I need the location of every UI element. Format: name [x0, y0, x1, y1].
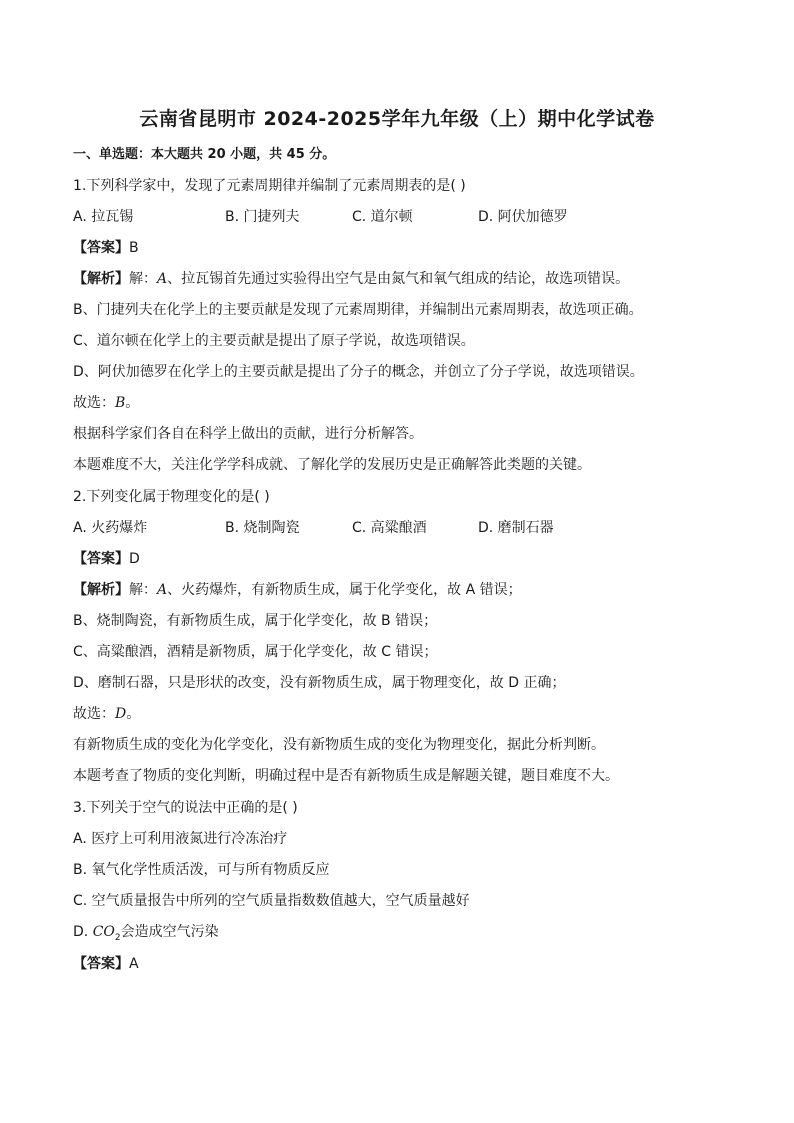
answer-value: B [129, 240, 139, 256]
choose-letter: D [115, 706, 127, 722]
co2-formula: CO [92, 924, 115, 940]
section-heading: 一、单选题：本大题共 20 小题，共 45 分。 [73, 147, 336, 162]
option-d-rest: 会造成空气污染 [120, 924, 219, 940]
q2-analysis-c: C、高粱酿酒，酒精是新物质，属于化学变化，故 C 错误； [73, 644, 438, 660]
q2-analysis [73, 581, 522, 599]
q1-option-d: D. 阿伏加德罗 [478, 209, 568, 225]
co2-subscript: 2 [114, 932, 121, 943]
analysis-head: 解： [129, 271, 157, 287]
analysis-head: 解： [129, 582, 157, 598]
choose-label: 故选： [73, 395, 115, 411]
analysis-letter: A [157, 582, 168, 598]
q3-answer [73, 955, 139, 973]
q1-answer [73, 239, 139, 257]
q1-analysis [73, 270, 629, 288]
q1-option-b: B. 门捷列夫 [225, 209, 300, 225]
choose-end: 。 [125, 395, 140, 411]
analysis-tag: 【解析】 [73, 582, 129, 598]
q1-option-a: A. 拉瓦锡 [73, 209, 134, 225]
answer-tag: 【答案】 [73, 956, 129, 972]
q3-option-b: B. 氧气化学性质活泼，可与所有物质反应 [73, 862, 330, 878]
q1-stem: 1.下列科学家中，发现了元素周期律并编制了元素周期表的是( ) [73, 178, 466, 194]
choose-label: 故选： [73, 706, 115, 722]
q3-option-a: A. 医疗上可利用液氮进行冷冻治疗 [73, 831, 288, 847]
q3-stem: 3.下列关于空气的说法中正确的是( ) [73, 800, 298, 816]
analysis-letter: A [157, 271, 168, 287]
q1-choose [73, 394, 139, 412]
q2-option-c: C. 高粱酿酒 [352, 520, 427, 536]
q1-option-c: C. 道尔顿 [352, 209, 413, 225]
choose-letter: B [115, 395, 126, 411]
q3-option-d [73, 923, 219, 947]
q1-analysis-c: C、道尔顿在化学上的主要贡献是提出了原子学说，故选项错误。 [73, 333, 475, 349]
q2-option-d: D. 磨制石器 [478, 520, 554, 536]
analysis-a: 、火药爆炸，有新物质生成，属于化学变化，故 A 错误； [167, 582, 522, 598]
choose-end: 。 [126, 706, 141, 722]
q2-stem: 2.下列变化属于物理变化的是( ) [73, 489, 270, 505]
q1-note-1: 根据科学家们各自在科学上做出的贡献，进行分析解答。 [73, 426, 423, 442]
q1-analysis-b: B、门捷列夫在化学上的主要贡献是发现了元素周期律，并编制出元素周期表，故选项正确。 [73, 302, 643, 318]
answer-value: D [129, 551, 140, 567]
answer-tag: 【答案】 [73, 551, 129, 567]
q2-answer [73, 550, 140, 568]
analysis-a: 、拉瓦锡首先通过实验得出空气是由氮气和氧气组成的结论，故选项错误。 [167, 271, 630, 287]
q1-note-2: 本题难度不大，关注化学学科成就、了解化学的发展历史是正确解答此类题的关键。 [73, 457, 591, 473]
answer-tag: 【答案】 [73, 240, 129, 256]
q3-option-c: C. 空气质量报告中所列的空气质量指数数值越大，空气质量越好 [73, 893, 470, 909]
analysis-tag: 【解析】 [73, 271, 129, 287]
q2-note-1: 有新物质生成的变化为化学变化，没有新物质生成的变化为物理变化，据此分析判断。 [73, 737, 605, 753]
q2-analysis-b: B、烧制陶瓷，有新物质生成，属于化学变化，故 B 错误； [73, 613, 438, 629]
q2-option-a: A. 火药爆炸 [73, 520, 148, 536]
page-title: 云南省昆明市 2024-2025学年九年级（上）期中化学试卷 [139, 108, 655, 130]
answer-value: A [129, 956, 139, 972]
q2-option-b: B. 烧制陶瓷 [225, 520, 300, 536]
q2-choose [73, 705, 140, 723]
q2-note-2: 本题考查了物质的变化判断，明确过程中是否有新物质生成是解题关键，题目难度不大。 [73, 768, 619, 784]
option-d-prefix: D. [73, 924, 93, 940]
q1-analysis-d: D、阿伏加德罗在化学上的主要贡献是提出了分子的概念，并创立了分子学说，故选项错误。 [73, 364, 644, 380]
q2-analysis-d: D、磨制石器，只是形状的改变，没有新物质生成，属于物理变化，故 D 正确； [73, 675, 566, 691]
